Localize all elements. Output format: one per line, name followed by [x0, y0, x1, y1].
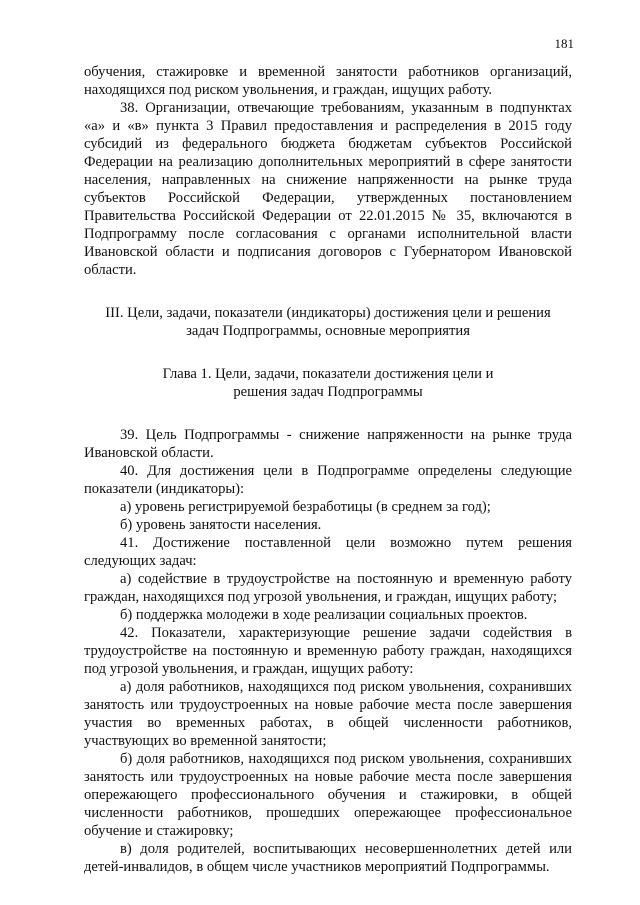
- list-item-42c: в) доля родителей, воспитывающих несовершеннолетних детей или детей-инвалидов, в общем числе участников мероприятий Подпрограммы.: [84, 841, 572, 875]
- paragraph-40: 40. Для достижения цели в Подпрограмме определены следующие показатели (индикаторы):: [84, 463, 572, 497]
- list-item-42a: а) доля работников, находящихся под риском увольнения, сохранивших занятость или трудоустроенных на новые рабочие места после завершения участия во временных работах, в общей численности работников, участвующих во временной занятости;: [84, 679, 572, 749]
- paragraph-38: 38. Организации, отвечающие требованиям, указанным в подпунктах «а» и «в» пункта 3 Правил предоставления и распределения в 2015 году субсидий из федерального бюджета бюджетам субъектов Российской Федерации на реализацию дополнительных мероприятий в сфере занятости населения, направленных на снижение напряженности на рынке труда субъектов Российской Федерации, утвержденных постановлением Правительства Российской Федерации от 22.01.2015 № 35, включаются в Подпрограмму после согласования с органами исполнительной власти Ивановской области и подписания договоров с Губернатором Ивановской области.: [84, 100, 572, 278]
- section-heading-line-1: III. Цели, задачи, показатели (индикаторы) достижения цели и решения: [105, 305, 551, 321]
- paragraph-42: 42. Показатели, характеризующие решение задачи содействия в трудоустройстве на постоянную и временную работу граждан, находящихся под угрозой увольнения, и граждан, ищущих работу:: [84, 625, 572, 677]
- list-item-40a: а) уровень регистрируемой безработицы (в среднем за год);: [120, 499, 491, 515]
- list-item-41a: а) содействие в трудоустройстве на постоянную и временную работу граждан, находящихся под угрозой увольнения, и граждан, ищущих работу;: [84, 571, 572, 605]
- list-item-40b: б) уровень занятости населения.: [120, 517, 322, 533]
- paragraph-41: 41. Достижение поставленной цели возможно путем решения следующих задач:: [84, 535, 572, 569]
- chapter-heading-line-1: Глава 1. Цели, задачи, показатели достижения цели и: [162, 366, 494, 382]
- list-item-41b: б) поддержка молодежи в ходе реализации социальных проектов.: [120, 607, 528, 623]
- section-heading-line-2: задач Подпрограммы, основные мероприятия: [186, 323, 470, 339]
- page-number: 181: [554, 36, 574, 51]
- paragraph-39: 39. Цель Подпрограммы - снижение напряженности на рынке труда Ивановской области.: [84, 427, 572, 461]
- paragraph-continuation: обучения, стажировке и временной занятости работников организаций, находящихся под риском увольнения, и граждан, ищущих работу.: [84, 64, 572, 98]
- chapter-heading-line-2: решения задач Подпрограммы: [233, 384, 423, 400]
- document-body: [84, 63, 572, 876]
- section-heading: [84, 304, 572, 340]
- list-item-42b: б) доля работников, находящихся под риском увольнения, сохранивших занятость или трудоустроенных на новые рабочие места после завершения опережающего профессионального обучения и стажировки, в общей численности работников, прошедших опережающее профессиональное обучение и стажировку;: [84, 751, 572, 839]
- chapter-heading: [84, 365, 572, 401]
